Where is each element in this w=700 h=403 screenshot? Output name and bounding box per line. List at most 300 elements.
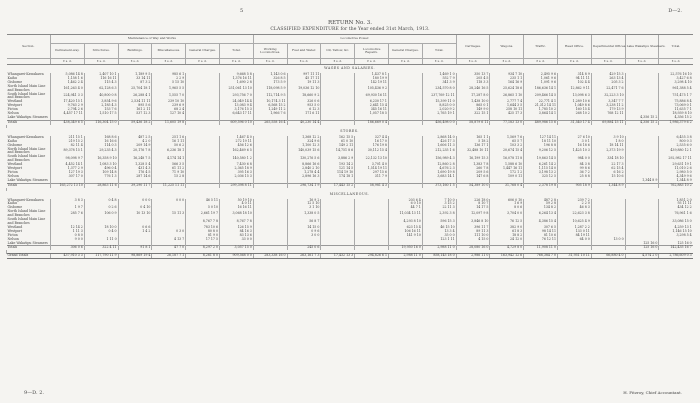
value-cell: 1,690 2 8 xyxy=(219,81,253,85)
value-cell: 17,420 15 1 xyxy=(51,100,85,104)
value-cell: 307 6 5 xyxy=(524,226,558,230)
value-cell: 17,287 8 0 xyxy=(456,93,490,101)
value-cell: 1,851 2 0 xyxy=(659,199,693,203)
value-cell: 164 16 9 xyxy=(490,81,524,85)
value-cell: 10,174 3 11 xyxy=(253,100,287,104)
return-title: RETURN No. 3. xyxy=(328,20,372,26)
footer-signature: H. Fitzroy, Chief Accountant. xyxy=(623,390,682,395)
value-cell xyxy=(186,148,220,156)
value-cell: 9,206 12 5 xyxy=(524,148,558,156)
value-cell: 1,249 11 2 xyxy=(253,108,287,112)
value-cell: 1,438 10 0 xyxy=(456,100,490,104)
value-cell: 1,143 0 6 xyxy=(253,73,287,77)
value-cell: 2,495 9 6 xyxy=(524,73,558,77)
header-col: Departmental Offices. xyxy=(591,35,625,59)
value-cell: 22,132 13 10 xyxy=(355,155,389,163)
value-cell: 186,636 14 1 xyxy=(524,85,558,93)
value-cell: 437,910 3 3 xyxy=(51,254,85,259)
value-cell: 8 10 7 xyxy=(456,202,490,206)
value-cell: 10,625 4 9 xyxy=(558,218,592,226)
value-cell: 18 8 2 xyxy=(490,234,524,238)
value-cell: 11,605 19 8 xyxy=(152,120,186,124)
value-cell: 953 5 0 xyxy=(287,104,321,108)
value-cell: 2,373 19 9 xyxy=(591,148,625,156)
value-cell: 1 11 0 xyxy=(84,238,118,242)
value-cell: 31,951 10 11 xyxy=(558,254,592,259)
value-cell: 3,176 15 3 xyxy=(219,108,253,112)
value-cell: 5 15 10 xyxy=(152,81,186,85)
value-cell: 6,264 13 4 xyxy=(524,210,558,218)
value-cell: 1,966 7 6 xyxy=(253,112,287,116)
row-label: Picton xyxy=(7,107,18,112)
value-cell: 297 15 6 xyxy=(355,171,389,175)
value-cell: 776 1 3 xyxy=(84,175,118,179)
value-cell xyxy=(253,210,287,218)
value-cell: 6,643 17 11 xyxy=(219,112,253,116)
value-cell: 1,965 5 5 xyxy=(152,85,186,93)
value-cell: 28,246 16 5 xyxy=(456,85,490,93)
value-cell: 103 3 2 xyxy=(490,144,524,148)
value-cell: 18 10 0 xyxy=(84,226,118,230)
value-cell: 1,344 8 9 xyxy=(591,183,625,187)
value-cell: 26,288 4 1 xyxy=(118,93,152,101)
value-cell: 46 15 10 xyxy=(422,226,456,230)
value-cell: 16,248 7 5 xyxy=(118,155,152,163)
value-cell: 3,886 2 9 xyxy=(321,155,355,163)
value-cell: 4,259 13 1 xyxy=(659,226,693,230)
value-cell: 61 0 10 xyxy=(321,140,355,144)
row-label: Gisborne xyxy=(7,142,23,147)
page-number-left: 5 xyxy=(240,8,244,14)
value-cell xyxy=(388,155,422,163)
value-cell: 58,981 4 3 xyxy=(355,183,389,187)
row-label: North Island Main Line and Branches xyxy=(7,146,46,155)
value-cell: 1,328 5 4 xyxy=(118,163,152,167)
value-cell: 2,868 14 0 xyxy=(422,136,456,140)
value-cell: 8,866 16 6 xyxy=(287,163,321,167)
value-cell: 21,312 14 11 xyxy=(524,104,558,108)
header-col: Total. xyxy=(659,35,693,59)
value-cell: 2,020 9 2 xyxy=(422,108,456,112)
value-cell: 322 4 11 xyxy=(84,246,118,250)
value-cell: 1,555 7 0 xyxy=(152,93,186,101)
value-cell: 180 19 9 xyxy=(355,77,389,81)
value-cell: 127 19 3 xyxy=(51,171,85,175)
value-cell: 0 4 10 xyxy=(118,206,152,210)
row-label: Westland xyxy=(7,224,23,229)
value-cell: 12 5 10 xyxy=(287,202,321,206)
value-cell: 326 8 5 xyxy=(253,77,287,81)
value-cell: 32,223 3 10 xyxy=(591,93,625,101)
value-cell xyxy=(625,155,659,163)
value-cell: 1,469 1 0 xyxy=(422,73,456,77)
section-heading: WAGES AND SALARIES. xyxy=(324,66,376,71)
value-cell xyxy=(388,85,422,93)
value-cell: 293,756 7 0 xyxy=(219,93,253,101)
value-cell: 2,986 11 0 xyxy=(456,254,490,259)
value-cell: 314 8 9 xyxy=(558,73,592,77)
value-cell: 105,436 9 2 xyxy=(355,85,389,93)
value-cell: 0 6 6 xyxy=(118,226,152,230)
value-cell: 895 5 6 xyxy=(118,104,152,108)
row-label: Gisborne xyxy=(7,79,23,84)
value-cell: 136 17 1 xyxy=(456,144,490,148)
value-cell: 36 7 2 xyxy=(558,171,592,175)
value-cell xyxy=(355,210,389,218)
table-row xyxy=(7,210,693,218)
value-cell: 272 19 11 xyxy=(219,140,253,144)
value-cell: 306 0 6 xyxy=(51,246,85,250)
value-cell: 307 17 0 xyxy=(51,175,85,179)
value-cell: 116 16 11 xyxy=(84,77,118,81)
units-cell: £ s. d. xyxy=(152,59,186,65)
value-cell: 3 8 3 xyxy=(51,199,85,203)
value-cell: 1,376 16 11 xyxy=(219,77,253,81)
value-cell: 609,596 0 10 xyxy=(219,120,253,124)
value-cell: 203 6 4 xyxy=(388,199,422,203)
row-label: Westport xyxy=(7,228,23,233)
value-cell: 140,580 1 2 xyxy=(219,155,253,163)
value-cell: 106 16 11 xyxy=(388,230,422,234)
value-cell xyxy=(388,148,422,156)
footer-left: 9—D. 2. xyxy=(24,390,44,396)
value-cell: 16 17 0 xyxy=(355,140,389,144)
row-label: Kaihu xyxy=(7,75,17,80)
value-cell: 6,568 15 2 xyxy=(253,104,287,108)
value-cell xyxy=(321,85,355,93)
header-col: Locomotive Repairs. xyxy=(355,44,389,59)
value-cell: 44 7 1 xyxy=(388,206,422,210)
value-cell: 1,368 12 2 xyxy=(287,136,321,140)
value-cell: 4,729 8 0 xyxy=(490,246,524,250)
value-cell: 2,661 19 7 xyxy=(186,210,220,218)
value-cell: 179 13 9 xyxy=(591,108,625,112)
value-cell: 16 18 6 xyxy=(558,144,592,148)
value-cell: 98,869 19 4 xyxy=(118,254,152,259)
value-cell: 1 11 3 xyxy=(51,230,85,234)
row-label: Picton xyxy=(7,232,18,237)
value-cell: 46 8 3 xyxy=(558,206,592,210)
value-cell: 160 15 4 xyxy=(558,108,592,112)
value-cell: 4,676 2 3 xyxy=(422,167,456,171)
header-section: Section. xyxy=(7,35,51,59)
value-cell: 64 0 0 xyxy=(558,238,592,242)
value-cell: 322 15 1 xyxy=(456,112,490,116)
value-cell: 25,624 18 6 xyxy=(490,85,524,93)
value-cell: 0 0 0 xyxy=(118,199,152,203)
value-cell: 2,765 19 1 xyxy=(422,112,456,116)
value-cell: 89,378 15 1 xyxy=(51,148,85,156)
header-col: Head Office. xyxy=(558,35,592,59)
value-cell: 1,049 8 6 xyxy=(558,104,592,108)
value-cell: 237,769 12 11 xyxy=(422,93,456,101)
header-col: Total. xyxy=(219,44,253,59)
value-cell: 17,443 15 2 xyxy=(321,183,355,187)
value-cell: 211 15 1 xyxy=(51,136,85,140)
header-col: Structures. xyxy=(84,44,118,59)
value-cell: 4,293 8 10 xyxy=(388,218,422,226)
units-cell: £ s. d. xyxy=(321,59,355,65)
value-cell: 39,290 11 7 xyxy=(118,183,152,187)
row-label: Kaihu xyxy=(7,201,17,206)
value-cell: 147 6 8 xyxy=(456,175,490,179)
row-label: Westport xyxy=(7,166,23,171)
value-cell: 858,145 18 0 xyxy=(422,254,456,259)
value-cell: 6,230 17 1 xyxy=(355,100,389,104)
value-cell: 20,176 7 8 xyxy=(118,148,152,156)
value-cell: 1,146 15 10 xyxy=(659,230,693,234)
value-cell: 193 14 2 xyxy=(321,163,355,167)
value-cell: 1,091 9 6 xyxy=(524,81,558,85)
value-cell: 19,036 12 10 xyxy=(287,85,321,93)
units-cell: £ s. d. xyxy=(659,59,693,65)
value-cell: 325 12 5 xyxy=(524,175,558,179)
value-cell: 116,304 15 0 xyxy=(84,120,118,124)
value-cell: 8,767 7 8 xyxy=(186,218,220,226)
value-cell: 22,471 7 6 xyxy=(591,85,625,93)
value-cell: 123 1 11 xyxy=(422,238,456,242)
value-cell: 1 4 2 xyxy=(118,230,152,234)
row-label: Gisborne xyxy=(7,205,23,210)
value-cell: 3,846 8 10 xyxy=(456,218,490,226)
value-cell: 16 1 11 xyxy=(152,140,186,144)
value-cell: 0 9 6 xyxy=(287,230,321,234)
value-cell: 109 0 11 xyxy=(490,175,524,179)
value-cell: 4 2 0 xyxy=(118,140,152,144)
value-cell: 606 0 10 xyxy=(490,199,524,203)
value-cell: 56 8 7 xyxy=(287,218,321,226)
value-cell: 3 1 10 xyxy=(287,206,321,210)
header-col: Oil, Tallow, &c. xyxy=(321,44,355,59)
value-cell: 1,569 7 6 xyxy=(490,136,524,140)
value-cell: 4,574 2 0 xyxy=(625,254,659,259)
value-cell: 327 4 4 xyxy=(355,136,389,140)
value-cell: 4,452 14 1 xyxy=(51,163,85,167)
value-cell: 2,185 4 3 xyxy=(84,104,118,108)
header-col: Carriages. xyxy=(456,35,490,59)
value-cell: 19,863 14 5 xyxy=(524,155,558,163)
value-cell: 3 0 0 xyxy=(287,234,321,238)
value-cell: 3,864 14 1 xyxy=(524,112,558,116)
value-cell: 9,763 2 9 xyxy=(51,104,85,108)
value-cell: 3,238 11 2 xyxy=(591,104,625,108)
value-cell: 438,349 6 5 xyxy=(51,120,85,124)
value-cell: 596 15 3 xyxy=(422,218,456,226)
value-cell: 174 18 1 xyxy=(321,175,355,179)
value-cell: 296,734 1 9 xyxy=(287,183,321,187)
value-cell: 234,570 8 0 xyxy=(422,85,456,93)
value-cell: 2,378 19 8 xyxy=(524,183,558,187)
value-cell: 6,261 14 2 xyxy=(524,163,558,167)
value-cell xyxy=(321,210,355,218)
value-cell: 1,447 16 11 xyxy=(490,167,524,171)
value-cell: 2,392 3 8 xyxy=(422,210,456,218)
value-cell: 84 16 3 xyxy=(219,230,253,234)
value-cell: 17,432 13 3 xyxy=(321,254,355,259)
value-cell: 12,862 9 11 xyxy=(558,85,592,93)
table-body xyxy=(7,65,693,259)
value-cell: 4,386 15 4 xyxy=(524,218,558,226)
value-cell: 961,388 5 4 xyxy=(659,85,693,93)
value-cell: 162,469 6 5 xyxy=(219,148,253,156)
value-cell: 2,535 6 0 xyxy=(659,144,693,148)
value-cell: 5 0 10 xyxy=(186,206,220,210)
units-cell: £ s. d. xyxy=(456,59,490,65)
value-cell xyxy=(152,218,186,226)
value-cell: 11,635 7 1 xyxy=(659,108,693,112)
value-cell: 1,425 10 3 xyxy=(558,148,592,156)
units-cell: £ s. d. xyxy=(51,59,85,65)
value-cell: 396 11 7 xyxy=(456,226,490,230)
value-cell: 239 10 10 xyxy=(152,100,186,104)
value-cell: 1,278 4 4 xyxy=(287,171,321,175)
value-cell xyxy=(625,148,659,156)
value-cell: 65 5 7 xyxy=(490,140,524,144)
value-cell: 1,344 8 9 xyxy=(659,179,693,183)
value-cell: 115 4 3 xyxy=(84,81,118,85)
value-cell: 209,466 14 5 xyxy=(524,93,558,101)
value-cell: 16 9 2 xyxy=(287,199,321,203)
value-cell: 82 11 4 xyxy=(51,144,85,148)
value-cell: 77,183 13 0 xyxy=(490,120,524,124)
value-cell: 2,534 11 11 xyxy=(118,100,152,104)
value-cell: 1,100 12 3 xyxy=(287,144,321,148)
value-cell: 11,034 13 11 xyxy=(388,210,422,218)
units-cell: £ s. d. xyxy=(490,59,524,65)
row-label: Nelson xyxy=(7,173,19,178)
expenditure-table xyxy=(6,34,693,259)
value-cell: 12,860 2 8 xyxy=(422,163,456,167)
value-cell: 25 8 8 xyxy=(558,175,592,179)
value-cell: 251 1 6 xyxy=(152,136,186,140)
value-cell: 111 10 0 xyxy=(456,234,490,238)
value-cell: 8 0 6 xyxy=(490,206,524,210)
value-cell: 0 4 8 xyxy=(84,199,118,203)
value-cell: 134 8 2 xyxy=(524,206,558,210)
value-cell: 235 1 1 xyxy=(490,77,524,81)
value-cell: 75,886 8 4 xyxy=(659,100,693,104)
table-row xyxy=(7,85,693,93)
value-cell: 258 10 11 xyxy=(490,108,524,112)
header-col: General Charges. xyxy=(186,44,220,59)
header-col: Fuel and Water. xyxy=(287,44,321,59)
value-cell: 29,235 4 3 xyxy=(84,148,118,156)
value-cell: 299,398 8 11 xyxy=(219,183,253,187)
value-cell: 4,457 17 11 xyxy=(51,112,85,116)
value-cell: 2,036 15 3 xyxy=(219,175,253,179)
row-label: Nelson xyxy=(7,111,19,116)
value-cell: 125 16 0 xyxy=(659,242,693,246)
value-cell: 133 0 11 xyxy=(558,230,592,234)
value-cell: 285 7 6 xyxy=(51,210,85,218)
value-cell: 3,704 0 0 xyxy=(490,210,524,218)
value-cell xyxy=(591,218,625,226)
value-cell: 2,988 11 0 xyxy=(388,254,422,259)
value-cell: 165,272 13 10 xyxy=(51,183,85,187)
value-cell: 1,377 2 9 xyxy=(51,167,85,171)
value-cell: 54,389 10 0 xyxy=(456,183,490,187)
value-cell: 121 14 5 xyxy=(321,167,355,171)
row-label: Whangarei-Kawakawa xyxy=(7,197,44,202)
value-cell: 13 0 0 xyxy=(591,238,625,242)
value-cell: 32,488 10 11 xyxy=(456,148,490,156)
value-cell xyxy=(253,148,287,156)
value-cell: 1,289 10 6 xyxy=(558,100,592,104)
value-cell: 239 6 9 xyxy=(152,104,186,108)
value-cell: 46 5 11 xyxy=(186,199,220,203)
row-label: Westland xyxy=(7,162,23,167)
row-label: Lake Wakatipu Steamers xyxy=(7,240,48,245)
value-cell: 13 3 4 xyxy=(422,230,456,234)
value-cell xyxy=(321,218,355,226)
value-cell: 1,344 8 9 xyxy=(625,179,659,183)
value-cell: 59,436 18 2 xyxy=(118,120,152,124)
value-cell: 196 8 8 xyxy=(524,144,558,148)
value-cell: 106 0 9 xyxy=(84,210,118,218)
value-cell: 16 16 11 xyxy=(219,206,253,210)
value-cell: 4,356 15 2 xyxy=(659,116,693,120)
value-cell xyxy=(625,218,659,226)
value-cell: 172 1 2 xyxy=(490,171,524,175)
value-cell: 15 11 3 xyxy=(152,210,186,218)
value-cell: 226 18 0 xyxy=(456,199,490,203)
value-cell: 15 2 8 xyxy=(152,175,186,179)
value-cell: 5 18 2 xyxy=(456,140,490,144)
value-cell: 149 2 11 xyxy=(321,144,355,148)
value-cell: 168 8 6 xyxy=(84,136,118,140)
value-cell: 8,261 8 0 xyxy=(186,254,220,259)
value-cell: 5,086 14 8 xyxy=(51,73,85,77)
value-cell: 7 10 0 xyxy=(422,199,456,203)
value-cell: 73,069 0 1 xyxy=(659,104,693,108)
value-cell: 1,057 18 5 xyxy=(355,112,389,116)
row-label: South Island Main Line and Branches xyxy=(7,154,46,163)
value-cell: 76 12 5 xyxy=(490,218,524,226)
value-cell: 1,115 14 0 xyxy=(524,167,558,171)
value-cell: 61 11 2 xyxy=(152,167,186,171)
value-cell: 3,298 4 10 xyxy=(659,81,693,85)
header-col: General Charges. xyxy=(388,44,422,59)
value-cell: 118,098 5 9 xyxy=(253,85,287,93)
value-cell: 28,863 11 6 xyxy=(84,183,118,187)
value-cell: 429 15 3 xyxy=(591,73,625,77)
row-label: Totals xyxy=(7,183,51,187)
value-cell: 260 7 8 xyxy=(456,167,490,171)
value-cell: 12,097 9 8 xyxy=(456,210,490,218)
value-cell: 14 17 5 xyxy=(456,206,490,210)
value-cell: 165 1 1 xyxy=(456,136,490,140)
value-cell: 33 14 11 xyxy=(118,77,152,81)
value-cell xyxy=(625,93,659,101)
units-cell: £ s. d. xyxy=(84,59,118,65)
value-cell: 161 2 11 xyxy=(118,108,152,112)
value-cell: 130,276 5 6 xyxy=(287,155,321,163)
value-cell: 176 4 5 xyxy=(118,171,152,175)
value-cell: 3,854 9 6 xyxy=(84,100,118,104)
value-cell: 2,794 2 6 xyxy=(51,108,85,112)
value-cell: 1,467 4 0 xyxy=(219,136,253,140)
value-cell: 205 4 5 xyxy=(456,77,490,81)
value-cell: 224,941 3 3 xyxy=(51,93,85,101)
header-group-row xyxy=(7,35,693,44)
value-cell: 33,086 15 0 xyxy=(659,218,693,226)
value-cell: 3,298 5 4 xyxy=(659,234,693,238)
value-cell: 114 19 10 xyxy=(321,171,355,175)
value-cell: 18,939 8 10 xyxy=(659,112,693,116)
value-cell: 1,514 19 11 xyxy=(355,167,389,171)
value-cell: 102 4 4 xyxy=(558,81,592,85)
value-cell: 350 13 7 xyxy=(456,73,490,77)
